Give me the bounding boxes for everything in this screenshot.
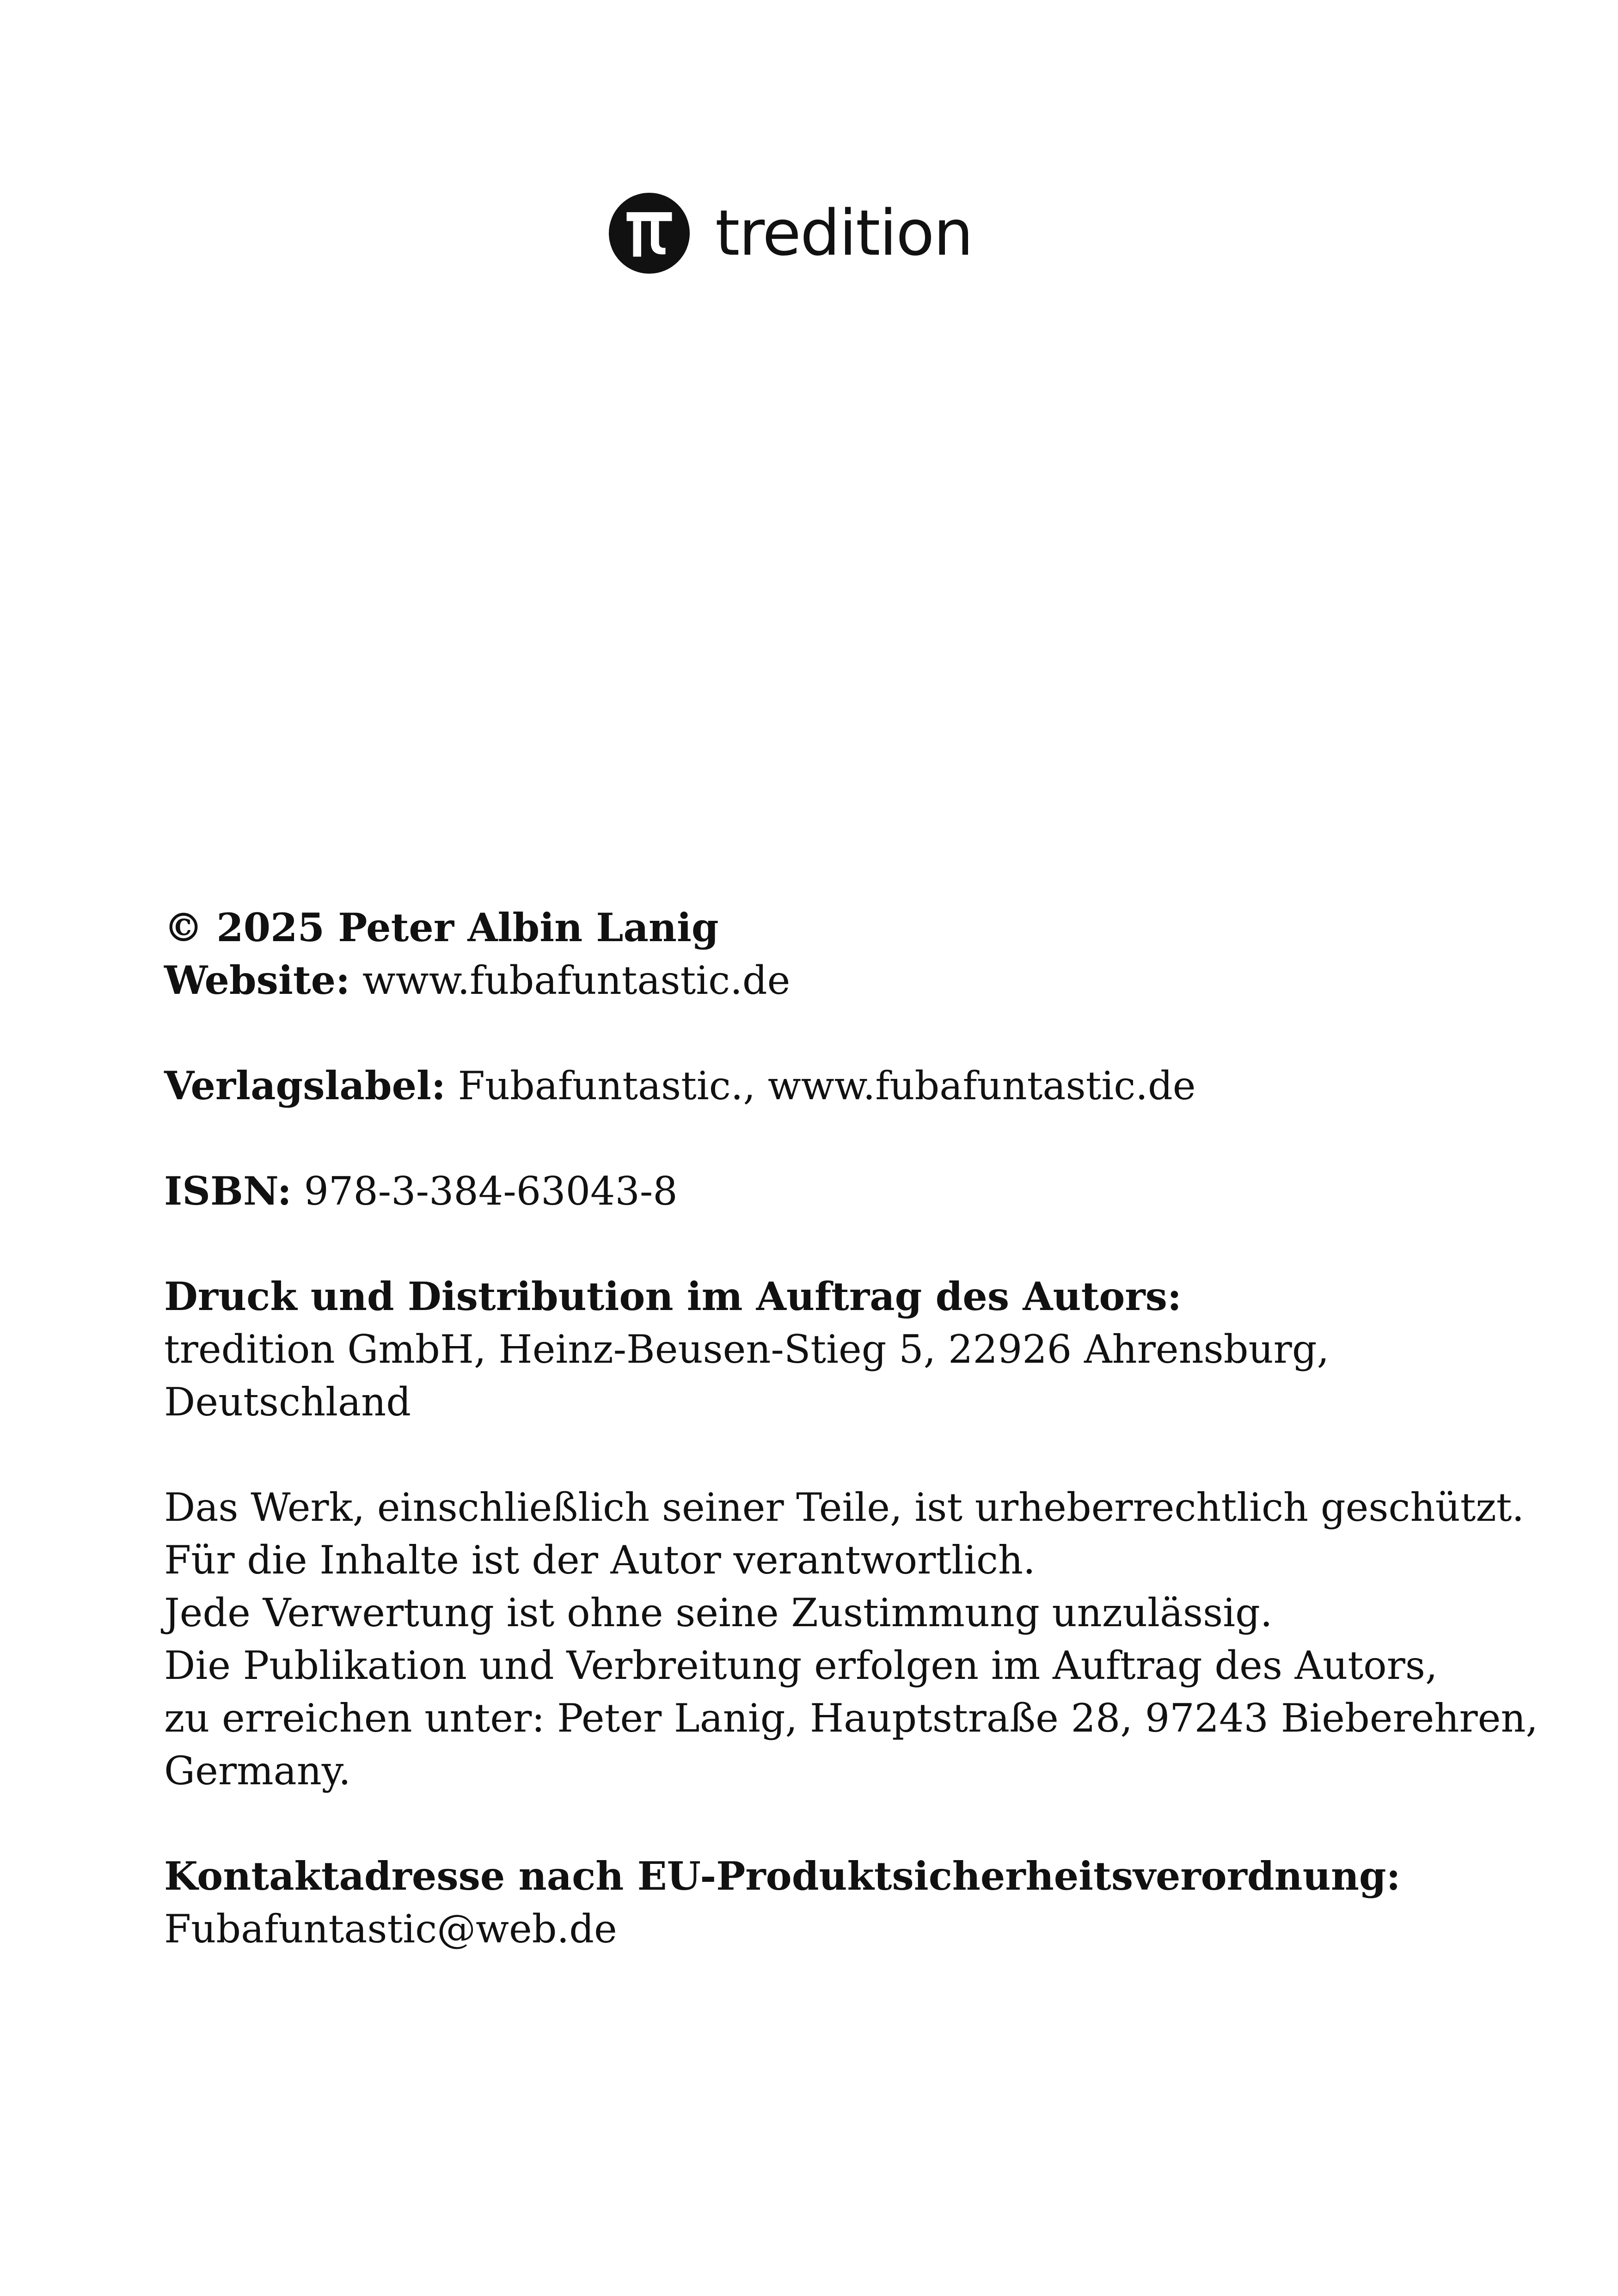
contact-section [164, 1850, 1495, 1955]
notice-line: zu erreichen unter: Peter Lanig, Hauptstraße 28, 97243 Bieberehren, [164, 1696, 1538, 1741]
logo-wordmark: tredition [715, 196, 973, 270]
contact-email: Fubafuntastic@web.de [164, 1906, 617, 1952]
imprint-block [164, 901, 1538, 2008]
contact-heading: Kontaktadresse nach EU-Produktsicherheitsverordnung: [164, 1853, 1401, 1899]
isbn-line [164, 1165, 1495, 1218]
website-label: Website: [164, 957, 350, 1003]
druck-heading: Druck und Distribution im Auftrag des Autors: [164, 1274, 1182, 1319]
website-value: www.fubafuntastic.de [350, 958, 791, 1003]
notice-line: Das Werk, einschließlich seiner Teile, ist urheberrechtlich geschützt. [164, 1485, 1525, 1530]
verlagslabel-line [164, 1059, 1495, 1112]
druck-address-line: tredition GmbH, Heinz-Beusen-Stieg 5, 22926 Ahrensburg, [164, 1327, 1330, 1372]
isbn-label: ISBN: [164, 1168, 292, 1214]
tredition-logo-icon [609, 193, 690, 274]
isbn-value: 978-3-384-63043-8 [291, 1169, 678, 1214]
notice-line: Die Publikation und Verbreitung erfolgen im Auftrag des Autors, [164, 1643, 1438, 1688]
verlagslabel-section [164, 1059, 1495, 1112]
druck-section [164, 1270, 1495, 1428]
verlagslabel-value: Fubafuntastic., www.fubafuntastic.de [445, 1063, 1196, 1108]
publisher-logo [609, 190, 973, 276]
copyright-section [164, 901, 1495, 1007]
copyright-line: © 2025 Peter Albin Lanig [164, 905, 719, 950]
isbn-section [164, 1165, 1495, 1218]
verlagslabel-label: Verlagslabel: [164, 1063, 446, 1108]
copyright-notice-section [164, 1481, 1538, 1797]
druck-country-line: Deutschland [164, 1379, 411, 1425]
notice-line: Germany. [164, 1748, 351, 1794]
website-line [164, 954, 1495, 1007]
notice-line: Jede Verwertung ist ohne seine Zustimmung unzulässig. [164, 1590, 1273, 1635]
notice-line: Für die Inhalte ist der Autor verantwortlich. [164, 1537, 1036, 1583]
